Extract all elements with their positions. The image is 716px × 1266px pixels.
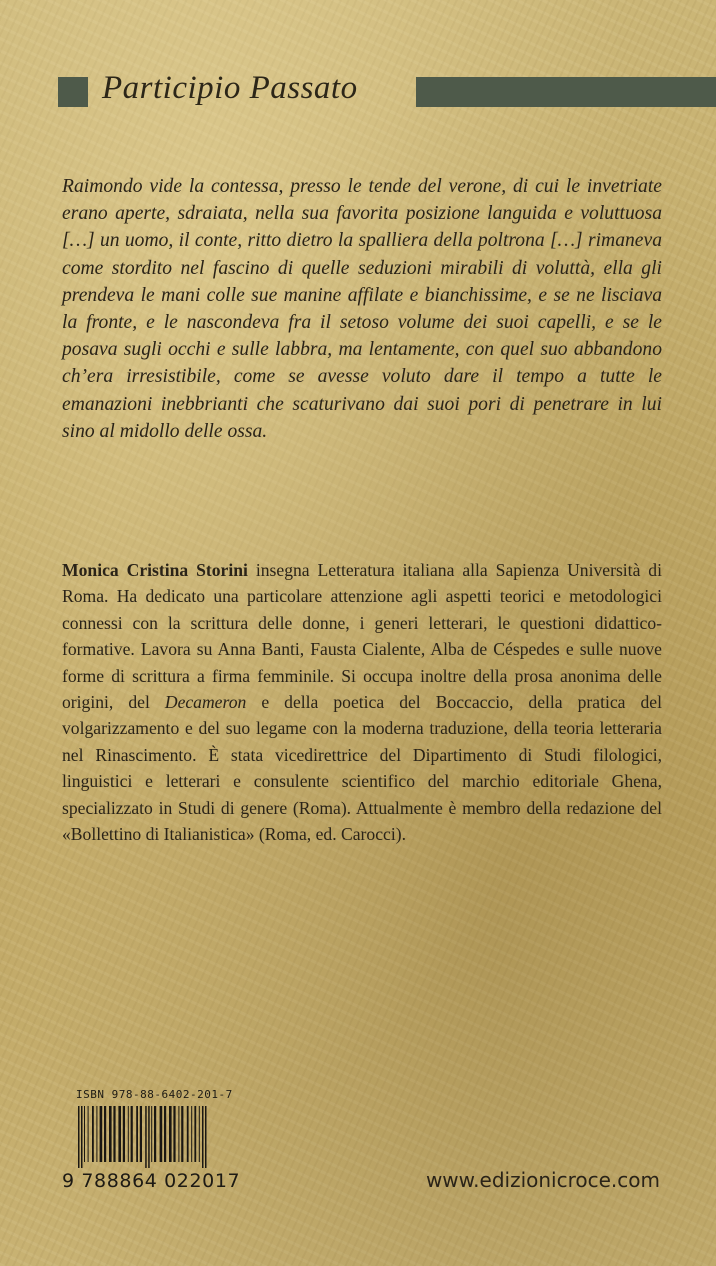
series-title: Participio Passato [102,70,358,106]
barcode-bar [84,1106,85,1162]
series-header [58,70,716,110]
barcode-bar [151,1106,152,1162]
barcode-bar [164,1106,166,1162]
barcode-bar [131,1106,133,1162]
barcode-bar [136,1106,138,1162]
series-strip-mark [416,77,716,107]
series-square-mark [58,77,88,107]
barcode-bar [205,1106,207,1168]
barcode-digits: 9 788864 022017 [62,1170,241,1192]
barcode-bar [194,1106,196,1162]
barcode-bar [96,1106,97,1162]
barcode-bar [160,1106,163,1162]
author-bio [62,557,662,847]
publisher-website: www.edizionicroce.com [425,1168,660,1192]
barcode-bar [145,1106,147,1168]
barcode-bar [169,1106,172,1162]
barcode-bar [191,1106,192,1162]
barcode-bar [154,1106,156,1162]
isbn-label: ISBN 978-88-6402-201-7 [76,1088,233,1101]
barcode-bar [140,1106,142,1162]
barcode-bar [109,1106,112,1162]
barcode-bar [92,1106,94,1162]
barcode-bar [88,1106,89,1162]
excerpt-quote: Raimondo vide la contessa, presso le tende del verone, di cui le invetriate erano aperte, sdraiata, nella sua favorita posizione languida e voluttuosa […] un uomo, il conte, ritto dietro la spalliera della poltrona […] rimaneva come stordito nel fascino di quelle seduzioni mirabili di voluttà, ella gli prendeva le mani colle sue manine affilate e bianchissime, e se ne lisciava la fronte, e le nascondeva fra il setoso volume dei suoi capelli, e se le posava sugli occhi e sulle labbra, ma lentamente, con quel suo abbandono ch’era irresistibile, come se avesse voluto dare il tempo a tutte le emanazioni inebbrianti che scaturivano dai suoi pori di penetrare in lui sino al midollo delle ossa. [62,176,662,442]
barcode-bar [148,1106,150,1168]
barcode-bar [178,1106,179,1162]
barcode-bar [199,1106,200,1162]
barcode-bar [128,1106,129,1162]
barcode-bar [113,1106,115,1162]
barcode-bar [104,1106,106,1162]
barcode-bar [173,1106,175,1162]
barcode-bar [100,1106,103,1162]
barcode-bar [78,1106,80,1168]
work-title: Decameron [164,692,247,713]
barcode [76,1106,262,1168]
barcode-bar [181,1106,183,1162]
barcode-bar [118,1106,121,1162]
author-name: Monica Cristina Storini [62,560,248,580]
barcode-bar [81,1106,83,1168]
barcode-bar [123,1106,125,1162]
barcode-bar [202,1106,204,1168]
bio-text-part-2: e della poetica del Boccaccio, della pratica del volgarizzamento e del suo legame con la moderna traduzione, della teoria letteraria nel Rinascimento. È stata vicedirettrice del Dipartimento di Studi filologici, linguistici e letterari e consulente scientifico del marchio editoriale Ghena, specializzato in Studi di genere (Roma). Attualmente è membro della redazione del «Bollettino di Italianistica» (Roma, ed. Carocci). [62,692,662,845]
barcode-bar [187,1106,189,1162]
bio-text-part-1: insegna Letteratura italiana alla Sapienza Università di Roma. Ha dedicato una particolare attenzione agli aspetti teorici e metodologici connessi con la scrittura delle donne, i generi letterari, le questioni didattico-formative. Lavora su Anna Banti, Fausta Cialente, Alba de Céspedes e sulle nuove forme di scrittura a firma femminile. Si occupa inoltre della prosa anonima delle origini, del [62,560,662,713]
